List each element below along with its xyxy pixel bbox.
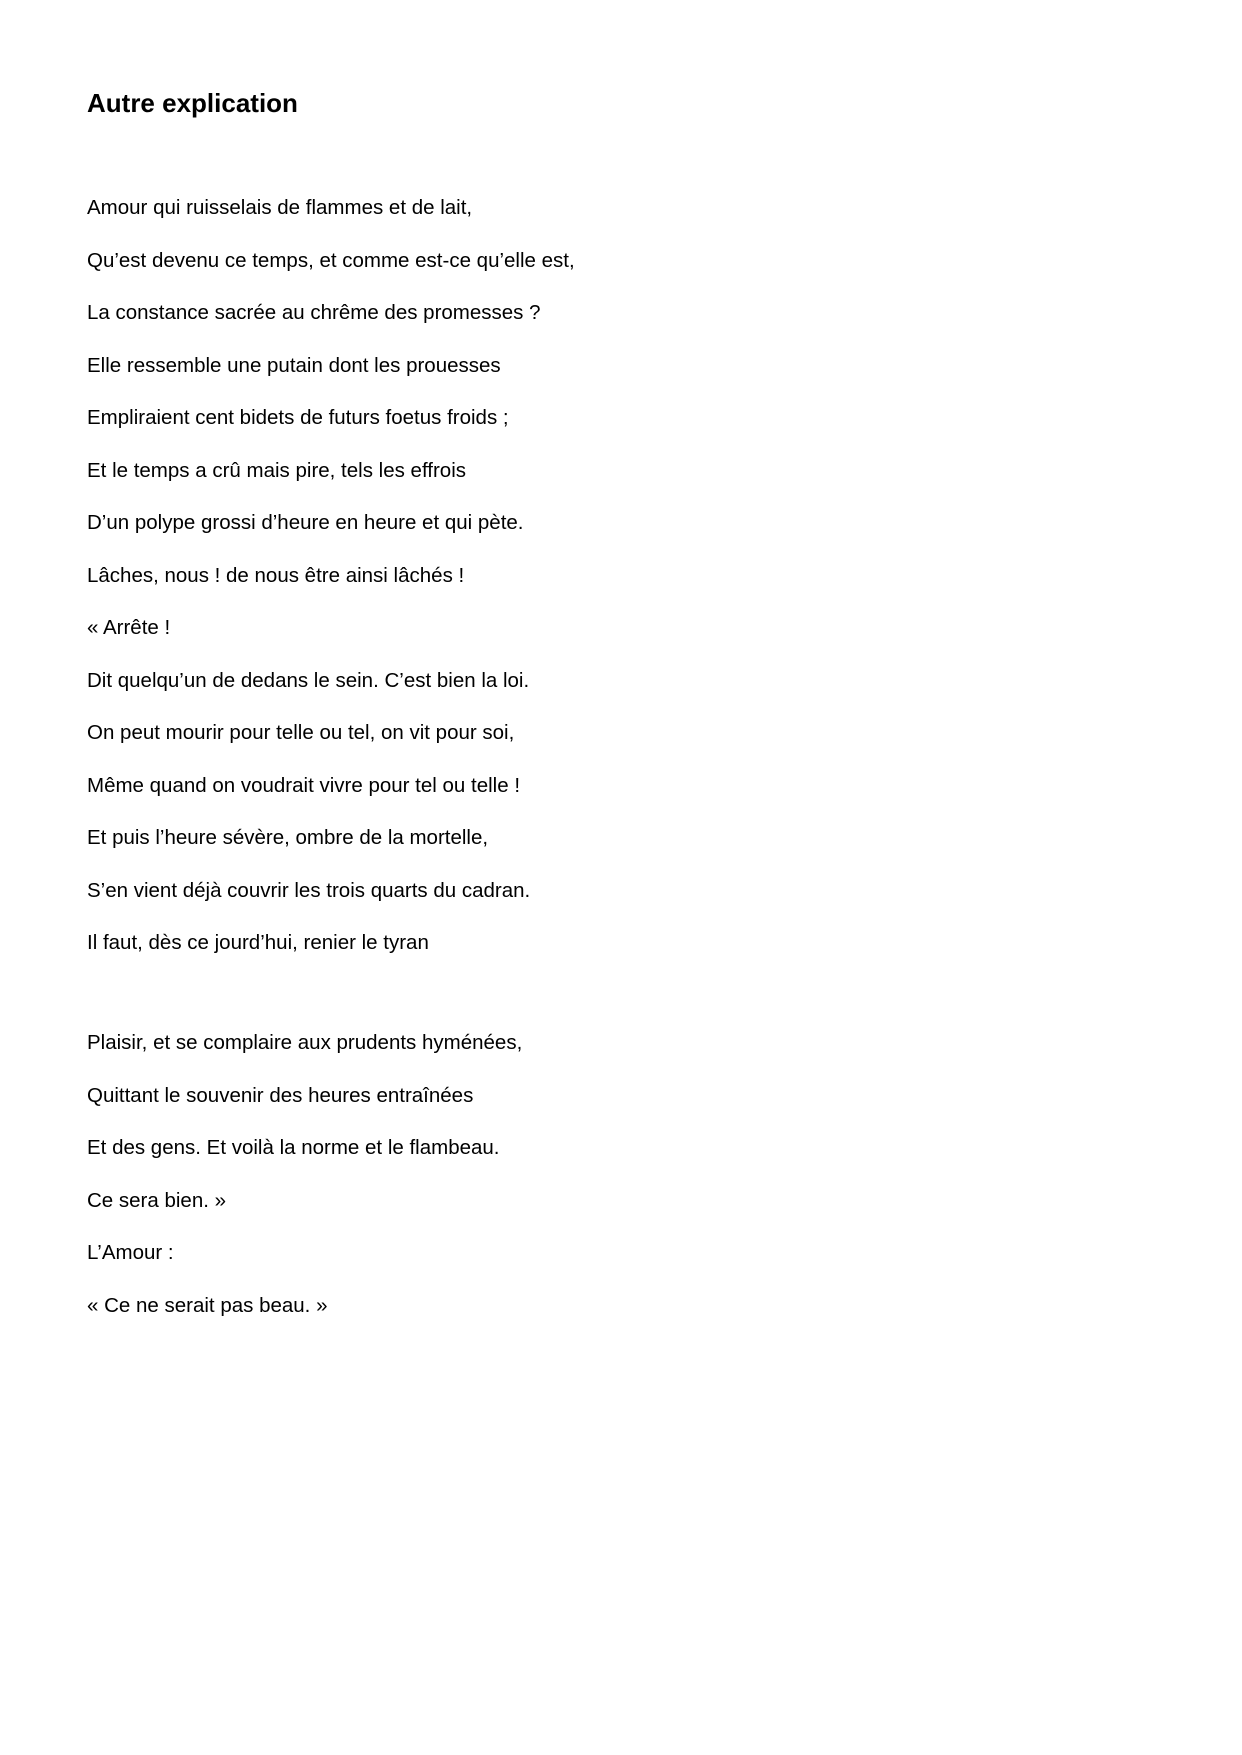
verse-line: Ce sera bien. » — [87, 1188, 227, 1212]
verse-line: On peut mourir pour telle ou tel, on vit pour soi, — [87, 721, 515, 744]
verse-line: Lâches, nous ! de nous être ainsi lâchés ! — [87, 563, 465, 587]
verse-line: Et puis l’heure sévère, ombre de la mortelle, — [87, 826, 489, 849]
verse-line: S’en vient déjà couvrir les trois quarts du cadran. — [87, 878, 531, 902]
verse-line: Et des gens. Et voilà la norme et le flambeau. — [87, 1136, 500, 1159]
verse-line: Elle ressemble une putain dont les prouesses — [87, 353, 501, 377]
verse-line: Même quand on voudrait vivre pour tel ou telle ! — [87, 773, 521, 797]
verse-line: Il faut, dès ce jourd’hui, renier le tyran — [87, 931, 429, 954]
verse-line: D’un polype grossi d’heure en heure et qui pète. — [87, 511, 524, 534]
verse-line: L’Amour : — [87, 1241, 174, 1264]
verse-line: « Arrête ! — [87, 616, 171, 639]
verse-line: « Ce ne serait pas beau. » — [87, 1293, 328, 1317]
verse-line: Plaisir, et se complaire aux prudents hyménées, — [87, 1031, 523, 1054]
document-title: Autre explication — [87, 88, 298, 118]
stanza-2 — [87, 1030, 522, 1345]
verse-line: Empliraient cent bidets de futurs foetus froids ; — [87, 406, 509, 429]
verse-line: Amour qui ruisselais de flammes et de lait, — [87, 196, 473, 219]
stanza-1 — [87, 195, 575, 983]
verse-line: Dit quelqu’un de dedans le sein. C’est bien la loi. — [87, 668, 530, 692]
verse-line: Quittant le souvenir des heures entraînées — [87, 1083, 474, 1107]
verse-line: Qu’est devenu ce temps, et comme est-ce qu’elle est, — [87, 248, 575, 272]
verse-line: La constance sacrée au chrême des promesses ? — [87, 301, 541, 324]
verse-line: Et le temps a crû mais pire, tels les effrois — [87, 458, 467, 482]
